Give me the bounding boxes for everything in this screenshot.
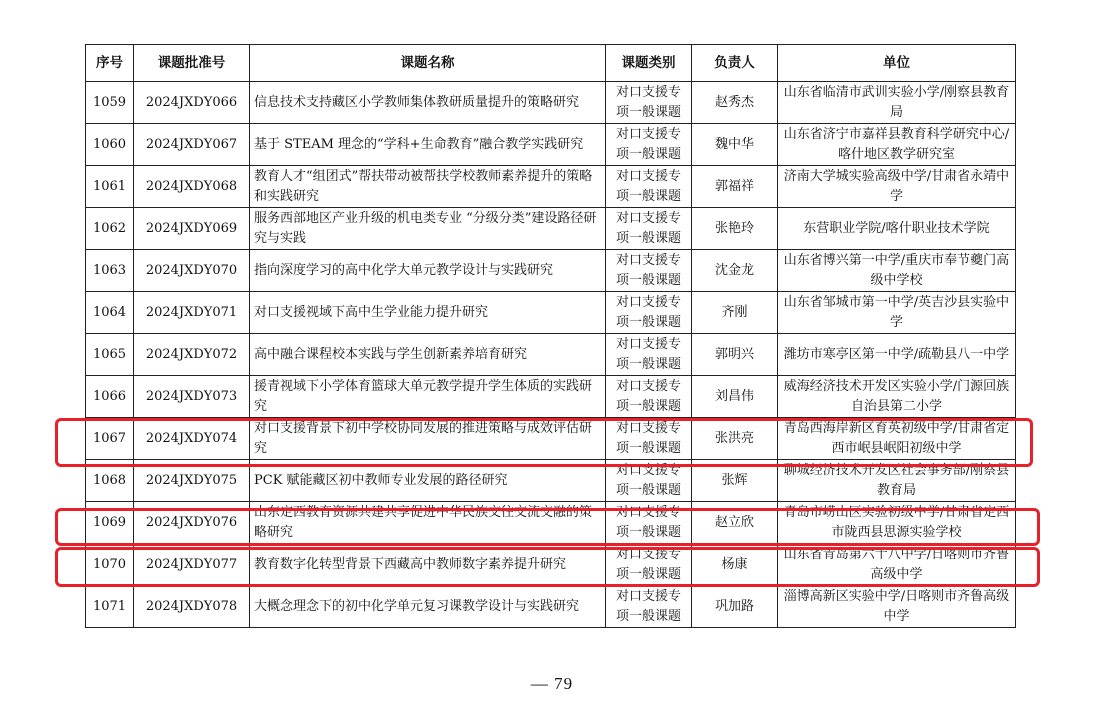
cell-unit: 山东省青岛第六十八中学/日喀则市齐鲁高级中学 bbox=[778, 544, 1016, 586]
cell-unit: 济南大学城实验高级中学/甘肃省永靖中学 bbox=[778, 166, 1016, 208]
header-project-title: 课题名称 bbox=[250, 45, 606, 82]
cell-leader: 刘昌伟 bbox=[692, 376, 778, 418]
table-header-row bbox=[86, 45, 1016, 82]
cell-project-title: 对口支援视域下高中生学业能力提升研究 bbox=[250, 292, 606, 334]
cell-unit: 青岛市崂山区实验初级中学/甘肃省定西市陇西县思源实验学校 bbox=[778, 502, 1016, 544]
cell-approval-number: 2024JXDY069 bbox=[134, 208, 250, 250]
cell-leader: 张洪亮 bbox=[692, 418, 778, 460]
table-row bbox=[86, 586, 1016, 628]
cell-leader: 赵秀杰 bbox=[692, 82, 778, 124]
cell-approval-number: 2024JXDY077 bbox=[134, 544, 250, 586]
cell-project-title: PCK 赋能藏区初中教师专业发展的路径研究 bbox=[250, 460, 606, 502]
cell-unit: 山东省临清市武训实验小学/刚察县教育局 bbox=[778, 82, 1016, 124]
table-row bbox=[86, 166, 1016, 208]
page-number: — 79 bbox=[530, 674, 574, 693]
cell-unit: 聊城经济技术开发区社会事务部/刚察县教育局 bbox=[778, 460, 1016, 502]
cell-project-title: 信息技术支持藏区小学教师集体教研质量提升的策略研究 bbox=[250, 82, 606, 124]
project-table bbox=[85, 44, 1016, 628]
cell-leader: 张辉 bbox=[692, 460, 778, 502]
cell-unit: 威海经济技术开发区实验小学/门源回族自治县第二小学 bbox=[778, 376, 1016, 418]
cell-leader: 郭福祥 bbox=[692, 166, 778, 208]
cell-category: 对口支援专项一般课题 bbox=[606, 166, 692, 208]
header-category: 课题类别 bbox=[606, 45, 692, 82]
cell-category: 对口支援专项一般课题 bbox=[606, 250, 692, 292]
cell-seq: 1062 bbox=[86, 208, 134, 250]
cell-seq: 1068 bbox=[86, 460, 134, 502]
cell-unit: 山东省邹城市第一中学/英吉沙县实验中学 bbox=[778, 292, 1016, 334]
cell-seq: 1070 bbox=[86, 544, 134, 586]
cell-project-title: 高中融合课程校本实践与学生创新素养培育研究 bbox=[250, 334, 606, 376]
cell-seq: 1061 bbox=[86, 166, 134, 208]
table-row bbox=[86, 82, 1016, 124]
cell-category: 对口支援专项一般课题 bbox=[606, 460, 692, 502]
cell-seq: 1064 bbox=[86, 292, 134, 334]
cell-project-title: 基于 STEAM 理念的“学科+生命教育”融合教学实践研究 bbox=[250, 124, 606, 166]
table-row bbox=[86, 418, 1016, 460]
header-leader: 负责人 bbox=[692, 45, 778, 82]
table-row bbox=[86, 124, 1016, 166]
cell-approval-number: 2024JXDY073 bbox=[134, 376, 250, 418]
table-row bbox=[86, 292, 1016, 334]
cell-seq: 1066 bbox=[86, 376, 134, 418]
cell-seq: 1063 bbox=[86, 250, 134, 292]
cell-approval-number: 2024JXDY072 bbox=[134, 334, 250, 376]
cell-project-title: 指向深度学习的高中化学大单元教学设计与实践研究 bbox=[250, 250, 606, 292]
cell-category: 对口支援专项一般课题 bbox=[606, 82, 692, 124]
cell-approval-number: 2024JXDY071 bbox=[134, 292, 250, 334]
cell-seq: 1069 bbox=[86, 502, 134, 544]
cell-leader: 魏中华 bbox=[692, 124, 778, 166]
cell-category: 对口支援专项一般课题 bbox=[606, 376, 692, 418]
cell-approval-number: 2024JXDY067 bbox=[134, 124, 250, 166]
cell-unit: 山东省济宁市嘉祥县教育科学研究中心/喀什地区教学研究室 bbox=[778, 124, 1016, 166]
cell-seq: 1067 bbox=[86, 418, 134, 460]
table-row bbox=[86, 208, 1016, 250]
cell-approval-number: 2024JXDY066 bbox=[134, 82, 250, 124]
table-row bbox=[86, 376, 1016, 418]
table-row bbox=[86, 334, 1016, 376]
cell-project-title: 大概念理念下的初中化学单元复习课教学设计与实践研究 bbox=[250, 586, 606, 628]
cell-project-title: 教育数字化转型背景下西藏高中教师数字素养提升研究 bbox=[250, 544, 606, 586]
cell-category: 对口支援专项一般课题 bbox=[606, 292, 692, 334]
cell-approval-number: 2024JXDY074 bbox=[134, 418, 250, 460]
cell-leader: 杨康 bbox=[692, 544, 778, 586]
table-row bbox=[86, 250, 1016, 292]
cell-category: 对口支援专项一般课题 bbox=[606, 502, 692, 544]
cell-leader: 赵立欣 bbox=[692, 502, 778, 544]
cell-seq: 1060 bbox=[86, 124, 134, 166]
cell-project-title: 对口支援背景下初中学校协同发展的推进策略与成效评估研究 bbox=[250, 418, 606, 460]
cell-unit: 东营职业学院/喀什职业技术学院 bbox=[778, 208, 1016, 250]
cell-unit: 淄博高新区实验中学/日喀则市齐鲁高级中学 bbox=[778, 586, 1016, 628]
cell-unit: 山东省博兴第一中学/重庆市奉节夔门高级中学校 bbox=[778, 250, 1016, 292]
cell-leader: 郭明兴 bbox=[692, 334, 778, 376]
cell-approval-number: 2024JXDY068 bbox=[134, 166, 250, 208]
cell-project-title: 教育人才“组团式”帮扶带动被帮扶学校教师素养提升的策略和实践研究 bbox=[250, 166, 606, 208]
cell-leader: 巩加路 bbox=[692, 586, 778, 628]
header-seq: 序号 bbox=[86, 45, 134, 82]
cell-approval-number: 2024JXDY076 bbox=[134, 502, 250, 544]
cell-unit: 青岛西海岸新区育英初级中学/甘肃省定西市岷县岷阳初级中学 bbox=[778, 418, 1016, 460]
cell-project-title: 服务西部地区产业升级的机电类专业 “分级分类”建设路径研究与实践 bbox=[250, 208, 606, 250]
table-row bbox=[86, 460, 1016, 502]
cell-category: 对口支援专项一般课题 bbox=[606, 208, 692, 250]
cell-approval-number: 2024JXDY078 bbox=[134, 586, 250, 628]
cell-approval-number: 2024JXDY070 bbox=[134, 250, 250, 292]
cell-leader: 张艳玲 bbox=[692, 208, 778, 250]
cell-category: 对口支援专项一般课题 bbox=[606, 586, 692, 628]
cell-project-title: 山东定西教育资源共建共享促进中华民族交往交流交融的策略研究 bbox=[250, 502, 606, 544]
cell-category: 对口支援专项一般课题 bbox=[606, 544, 692, 586]
cell-leader: 齐刚 bbox=[692, 292, 778, 334]
header-approval-number: 课题批准号 bbox=[134, 45, 250, 82]
cell-category: 对口支援专项一般课题 bbox=[606, 418, 692, 460]
cell-approval-number: 2024JXDY075 bbox=[134, 460, 250, 502]
cell-project-title: 援青视域下小学体育篮球大单元教学提升学生体质的实践研究 bbox=[250, 376, 606, 418]
cell-category: 对口支援专项一般课题 bbox=[606, 124, 692, 166]
cell-seq: 1065 bbox=[86, 334, 134, 376]
table-row bbox=[86, 502, 1016, 544]
cell-leader: 沈金龙 bbox=[692, 250, 778, 292]
cell-unit: 潍坊市寒亭区第一中学/疏勒县八一中学 bbox=[778, 334, 1016, 376]
cell-category: 对口支援专项一般课题 bbox=[606, 334, 692, 376]
header-unit: 单位 bbox=[778, 45, 1016, 82]
cell-seq: 1059 bbox=[86, 82, 134, 124]
cell-seq: 1071 bbox=[86, 586, 134, 628]
table-row bbox=[86, 544, 1016, 586]
